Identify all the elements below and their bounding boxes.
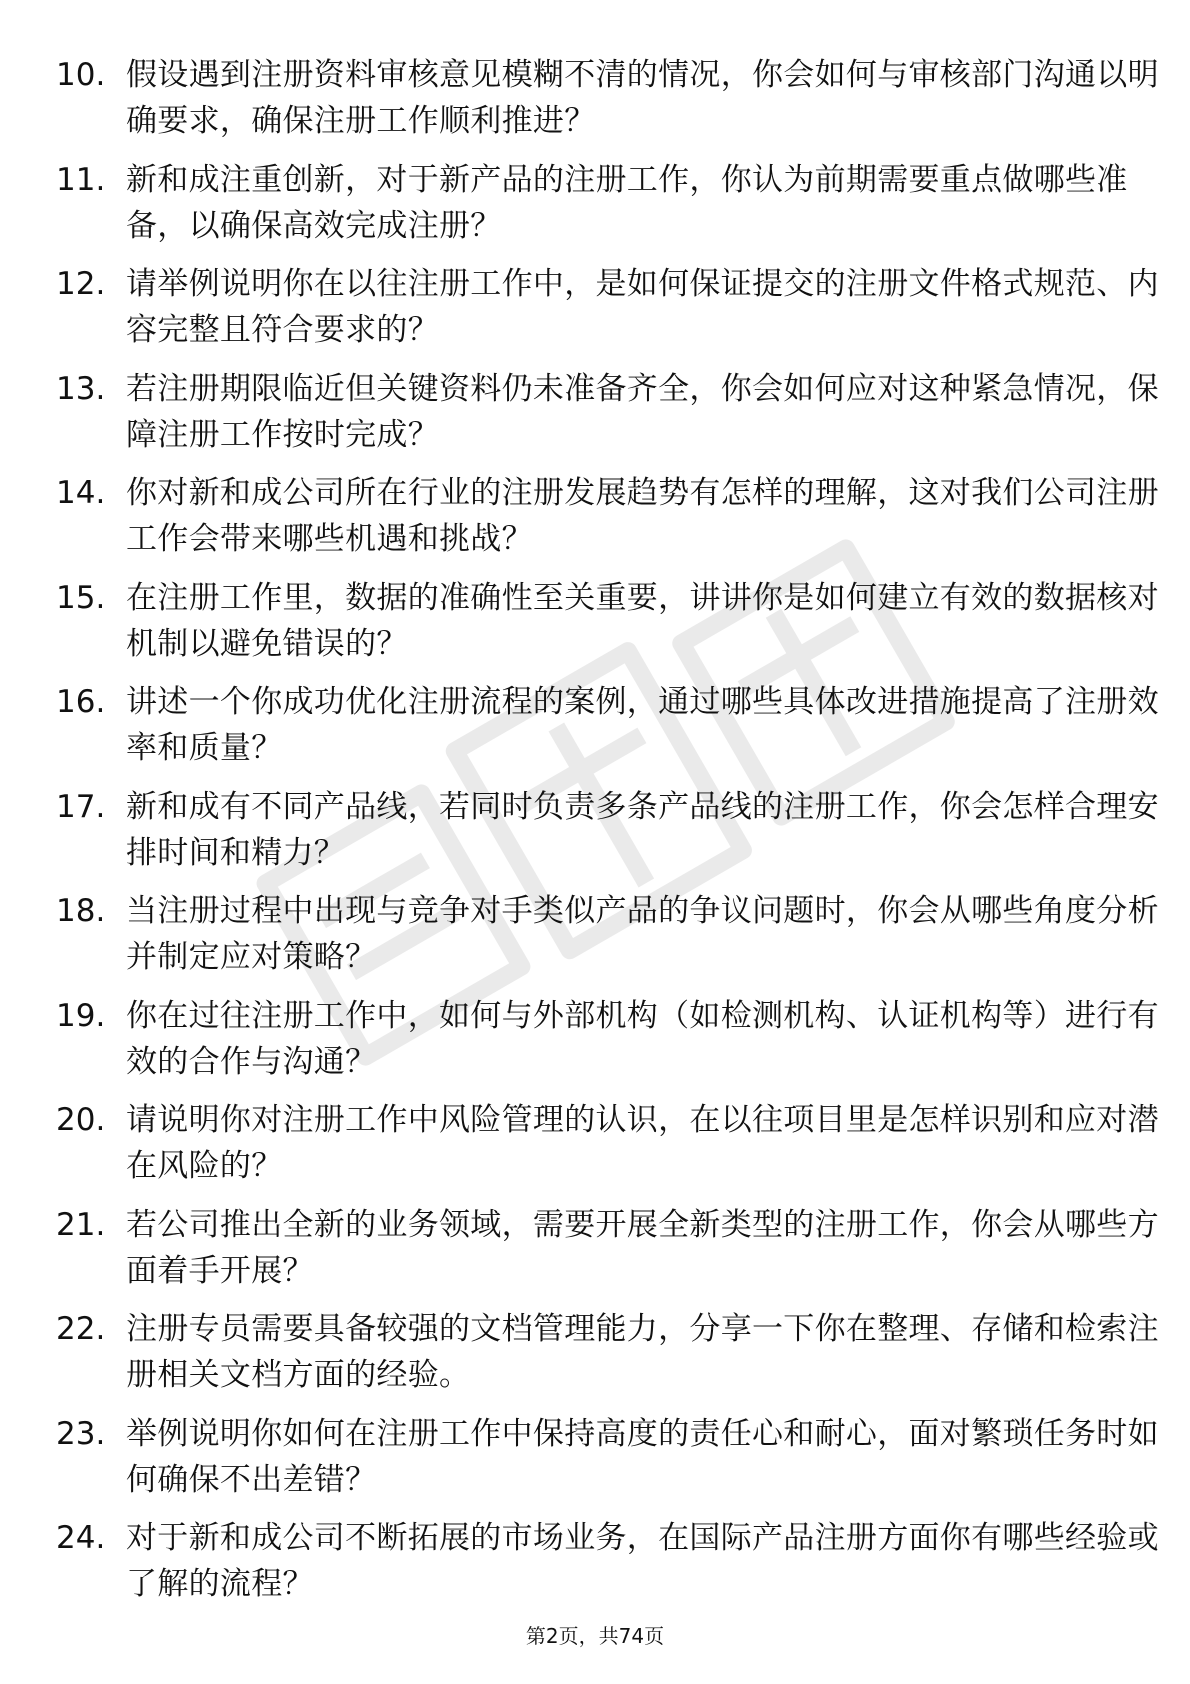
question-item [56,1097,1159,1202]
question-text: 你在过往注册工作中，如何与外部机构（如检测机构、认证机构等）进行有效的合作与沟通？ [126,997,1159,1080]
question-text: 你对新和成公司所在行业的注册发展趋势有怎样的理解，这对我们公司注册工作会带来哪些机遇和挑战？ [126,475,1159,557]
question-number: 10. [56,57,106,93]
page-indicator: 第2页，共74页 [525,1624,665,1648]
question-item [56,366,1159,471]
question-item [56,470,1159,575]
question-list [56,52,1159,1620]
question-text: 若公司推出全新的业务领域，需要开展全新类型的注册工作，你会从哪些方面着手开展？ [126,1206,1159,1289]
question-item [56,993,1159,1098]
question-item [56,888,1159,993]
question-number: 24. [56,1520,106,1556]
question-number: 18. [56,893,106,929]
question-number: 16. [56,684,106,720]
question-text: 若注册期限临近但关键资料仍未准备齐全，你会如何应对这种紧急情况，保障注册工作按时完成？ [126,370,1159,453]
question-number: 19. [56,997,106,1034]
question-text: 当注册过程中出现与竞争对手类似产品的争议问题时，你会从哪些角度分析并制定应对策略？ [126,893,1159,975]
question-text: 假设遇到注册资料审核意见模糊不清的情况，你会如何与审核部门沟通以明确要求，确保注册工作顺利推进？ [126,57,1159,139]
question-item [56,679,1159,784]
question-item [56,1411,1159,1516]
question-item [56,52,1159,157]
question-text: 新和成有不同产品线，若同时负责多条产品线的注册工作，你会怎样合理安排时间和精力？ [126,788,1159,871]
question-item [56,157,1128,262]
question-number: 13. [56,370,106,407]
question-item [56,1515,1159,1620]
question-text: 请举例说明你在以往注册工作中，是如何保证提交的注册文件格式规范、内容完整且符合要求的？ [126,266,1159,348]
question-item [56,1306,1159,1411]
question-text: 请说明你对注册工作中风险管理的认识，在以往项目里是怎样识别和应对潜在风险的？ [126,1102,1159,1184]
question-number: 14. [56,475,106,511]
question-text: 新和成注重创新，对于新产品的注册工作，你认为前期需要重点做哪些准备，以确保高效完成注册？ [126,161,1128,244]
question-item [56,575,1159,680]
question-number: 12. [56,266,106,302]
question-number: 22. [56,1311,106,1347]
question-item [56,1202,1159,1307]
question-text: 举例说明你如何在注册工作中保持高度的责任心和耐心，面对繁琐任务时如何确保不出差错？ [126,1415,1159,1498]
question-item [56,784,1159,889]
question-number: 21. [56,1206,106,1243]
question-text: 注册专员需要具备较强的文档管理能力，分享一下你在整理、存储和检索注册相关文档方面的经验。 [126,1311,1159,1393]
question-number: 17. [56,788,106,825]
question-text: 讲述一个你成功优化注册流程的案例，通过哪些具体改进措施提高了注册效率和质量？ [126,684,1159,766]
question-number: 15. [56,579,106,616]
question-number: 20. [56,1102,106,1138]
question-text: 在注册工作里，数据的准确性至关重要，讲讲你是如何建立有效的数据核对机制以避免错误的？ [126,579,1159,662]
question-text: 对于新和成公司不断拓展的市场业务，在国际产品注册方面你有哪些经验或了解的流程？ [126,1520,1159,1602]
question-number: 23. [56,1415,106,1452]
question-item [56,261,1159,366]
question-number: 11. [56,161,106,198]
